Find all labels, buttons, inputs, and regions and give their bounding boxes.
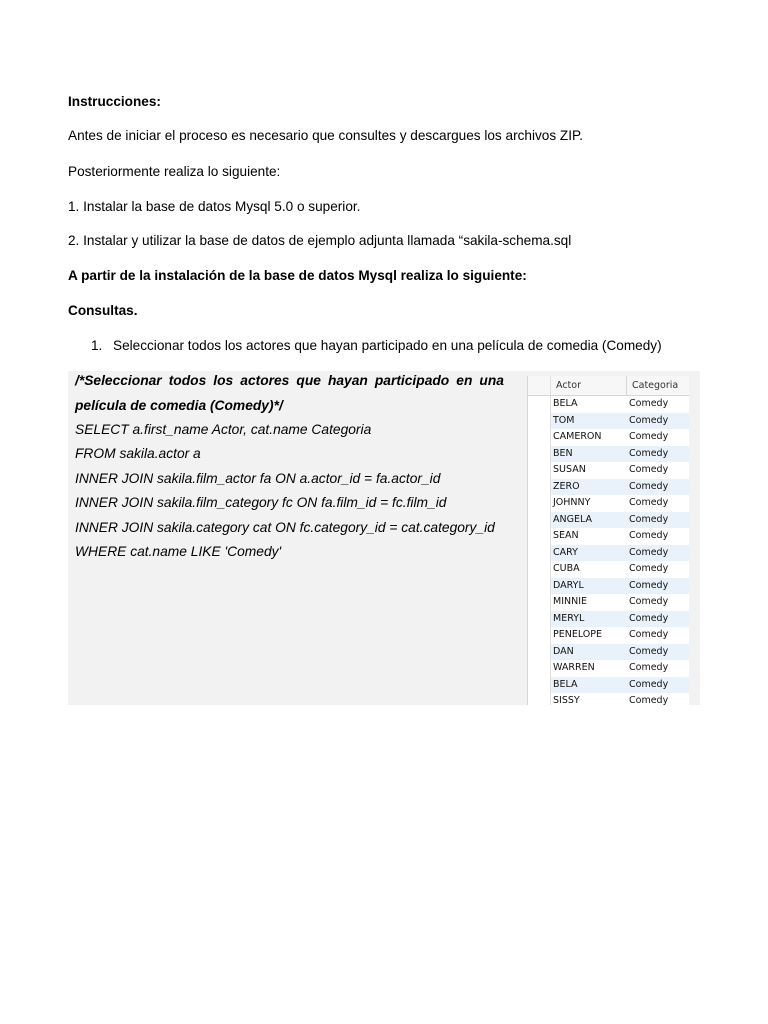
table-row[interactable] bbox=[528, 693, 689, 705]
comment-word: una bbox=[479, 373, 504, 388]
comment-word: todos bbox=[168, 373, 207, 388]
cell-actor[interactable]: BELA bbox=[553, 398, 578, 409]
code-line: WHERE cat.name LIKE 'Comedy' bbox=[75, 544, 282, 559]
table-row[interactable] bbox=[528, 677, 689, 694]
comment-word: en bbox=[456, 373, 473, 388]
table-row[interactable] bbox=[528, 594, 689, 611]
row-selector[interactable] bbox=[528, 512, 551, 529]
cell-categoria[interactable]: Comedy bbox=[629, 480, 669, 492]
row-selector[interactable] bbox=[528, 528, 551, 545]
cell-actor[interactable]: CAMERON bbox=[553, 431, 602, 442]
table-row[interactable] bbox=[528, 413, 689, 430]
table-row[interactable] bbox=[528, 446, 689, 463]
comment-word: /*Seleccionar bbox=[75, 373, 162, 388]
cell-categoria[interactable]: Comedy bbox=[629, 563, 669, 574]
cell-categoria[interactable]: Comedy bbox=[629, 414, 669, 426]
row-selector[interactable] bbox=[528, 660, 551, 677]
table-row[interactable] bbox=[528, 429, 689, 446]
cell-categoria[interactable]: Comedy bbox=[629, 596, 669, 607]
row-selector[interactable] bbox=[528, 396, 551, 413]
row-selector[interactable] bbox=[528, 644, 551, 661]
comment-word: actores bbox=[240, 373, 290, 388]
cell-categoria[interactable]: Comedy bbox=[629, 678, 669, 690]
queries-heading: Consultas. bbox=[68, 303, 138, 318]
table-row[interactable] bbox=[528, 512, 689, 529]
table-row[interactable] bbox=[528, 611, 689, 628]
table-row[interactable] bbox=[528, 644, 689, 661]
table-row[interactable] bbox=[528, 495, 689, 512]
cell-categoria[interactable]: Comedy bbox=[629, 431, 669, 442]
row-selector[interactable] bbox=[528, 693, 551, 705]
step-1: 1. Instalar la base de datos Mysql 5.0 o superior. bbox=[68, 199, 361, 214]
row-selector[interactable] bbox=[528, 611, 551, 628]
cell-actor[interactable]: SISSY bbox=[553, 695, 580, 705]
cell-categoria[interactable]: Comedy bbox=[629, 629, 669, 640]
comment-word: que bbox=[296, 373, 321, 388]
comment-word: participado bbox=[374, 373, 450, 388]
cell-actor[interactable]: CUBA bbox=[553, 563, 580, 574]
table-row[interactable] bbox=[528, 528, 689, 545]
table-row[interactable] bbox=[528, 396, 689, 413]
row-selector[interactable] bbox=[528, 677, 551, 694]
table-row[interactable] bbox=[528, 561, 689, 578]
code-line: INNER JOIN sakila.film_category fc ON fa.film_id = fc.film_id bbox=[75, 495, 447, 510]
table-row[interactable] bbox=[528, 660, 689, 677]
list-item bbox=[91, 338, 662, 353]
code-line: INNER JOIN sakila.category cat ON fc.category_id = cat.category_id bbox=[75, 520, 495, 535]
row-selector[interactable] bbox=[528, 446, 551, 463]
cell-actor[interactable]: ANGELA bbox=[553, 513, 592, 525]
result-grid[interactable] bbox=[527, 376, 689, 705]
cell-categoria[interactable]: Comedy bbox=[629, 497, 669, 508]
table-row[interactable] bbox=[528, 578, 689, 595]
cell-categoria[interactable]: Comedy bbox=[629, 612, 669, 624]
cell-actor[interactable]: SEAN bbox=[553, 530, 579, 541]
row-selector[interactable] bbox=[528, 578, 551, 595]
cell-categoria[interactable]: Comedy bbox=[629, 398, 669, 409]
row-selector[interactable] bbox=[528, 429, 551, 446]
cell-categoria[interactable]: Comedy bbox=[629, 513, 669, 525]
list-number: 1. bbox=[91, 338, 103, 353]
row-selector[interactable] bbox=[528, 413, 551, 430]
cell-actor[interactable]: PENELOPE bbox=[553, 629, 603, 640]
cell-actor[interactable]: SUSAN bbox=[553, 464, 586, 475]
row-selector[interactable] bbox=[528, 495, 551, 512]
comment-word: hayan bbox=[327, 373, 368, 388]
cell-actor[interactable]: DARYL bbox=[553, 579, 584, 591]
cell-categoria[interactable]: Comedy bbox=[629, 579, 669, 591]
row-selector[interactable] bbox=[528, 545, 551, 562]
cell-actor[interactable]: BEN bbox=[553, 447, 573, 459]
cell-categoria[interactable]: Comedy bbox=[629, 662, 669, 673]
row-selector[interactable] bbox=[528, 462, 551, 479]
code-line: SELECT a.first_name Actor, cat.name Categoria bbox=[75, 422, 372, 437]
cell-actor[interactable]: TOM bbox=[553, 414, 575, 426]
cell-actor[interactable]: WARREN bbox=[553, 662, 595, 673]
cell-categoria[interactable]: Comedy bbox=[629, 464, 669, 475]
cell-categoria[interactable]: Comedy bbox=[629, 695, 669, 705]
column-header-categoria[interactable]: Categoria bbox=[626, 376, 689, 395]
code-line: FROM sakila.actor a bbox=[75, 446, 201, 461]
cell-actor[interactable]: DAN bbox=[553, 645, 574, 657]
cell-actor[interactable]: BELA bbox=[553, 678, 578, 690]
followup-paragraph: Posteriormente realiza lo siguiente: bbox=[68, 164, 281, 179]
intro-paragraph: Antes de iniciar el proceso es necesario que consultes y descargues los archivos ZIP. bbox=[68, 128, 584, 143]
cell-categoria[interactable]: Comedy bbox=[629, 645, 669, 657]
cell-actor[interactable]: MERYL bbox=[553, 612, 585, 624]
table-row[interactable] bbox=[528, 462, 689, 479]
row-selector[interactable] bbox=[528, 479, 551, 496]
code-comment-line-2: película de comedia (Comedy)*/ bbox=[75, 398, 283, 413]
grid-header bbox=[528, 376, 689, 396]
column-header-actor[interactable]: Actor bbox=[550, 376, 626, 395]
cell-actor[interactable]: ZERO bbox=[553, 480, 580, 492]
cell-categoria[interactable]: Comedy bbox=[629, 447, 669, 459]
cell-categoria[interactable]: Comedy bbox=[629, 530, 669, 541]
section-intro: A partir de la instalación de la base de datos Mysql realiza lo siguiente: bbox=[68, 268, 527, 283]
row-selector[interactable] bbox=[528, 627, 551, 644]
row-selector[interactable] bbox=[528, 594, 551, 611]
instructions-heading: Instrucciones: bbox=[68, 94, 161, 109]
cell-categoria[interactable]: Comedy bbox=[629, 546, 669, 558]
code-line: INNER JOIN sakila.film_actor fa ON a.actor_id = fa.actor_id bbox=[75, 471, 441, 486]
row-selector[interactable] bbox=[528, 561, 551, 578]
list-text: Seleccionar todos los actores que hayan participado en una película de comedia (Comedy) bbox=[113, 338, 662, 353]
table-row[interactable] bbox=[528, 627, 689, 644]
cell-actor[interactable]: JOHNNY bbox=[553, 497, 591, 508]
cell-actor[interactable]: MINNIE bbox=[553, 596, 588, 607]
table-row[interactable] bbox=[528, 479, 689, 496]
step-2: 2. Instalar y utilizar la base de datos de ejemplo adjunta llamada “sakila-schema.sql bbox=[68, 233, 572, 248]
table-row[interactable] bbox=[528, 545, 689, 562]
code-comment-line-1 bbox=[75, 373, 504, 388]
comment-word: los bbox=[213, 373, 234, 388]
cell-actor[interactable]: CARY bbox=[553, 546, 578, 558]
